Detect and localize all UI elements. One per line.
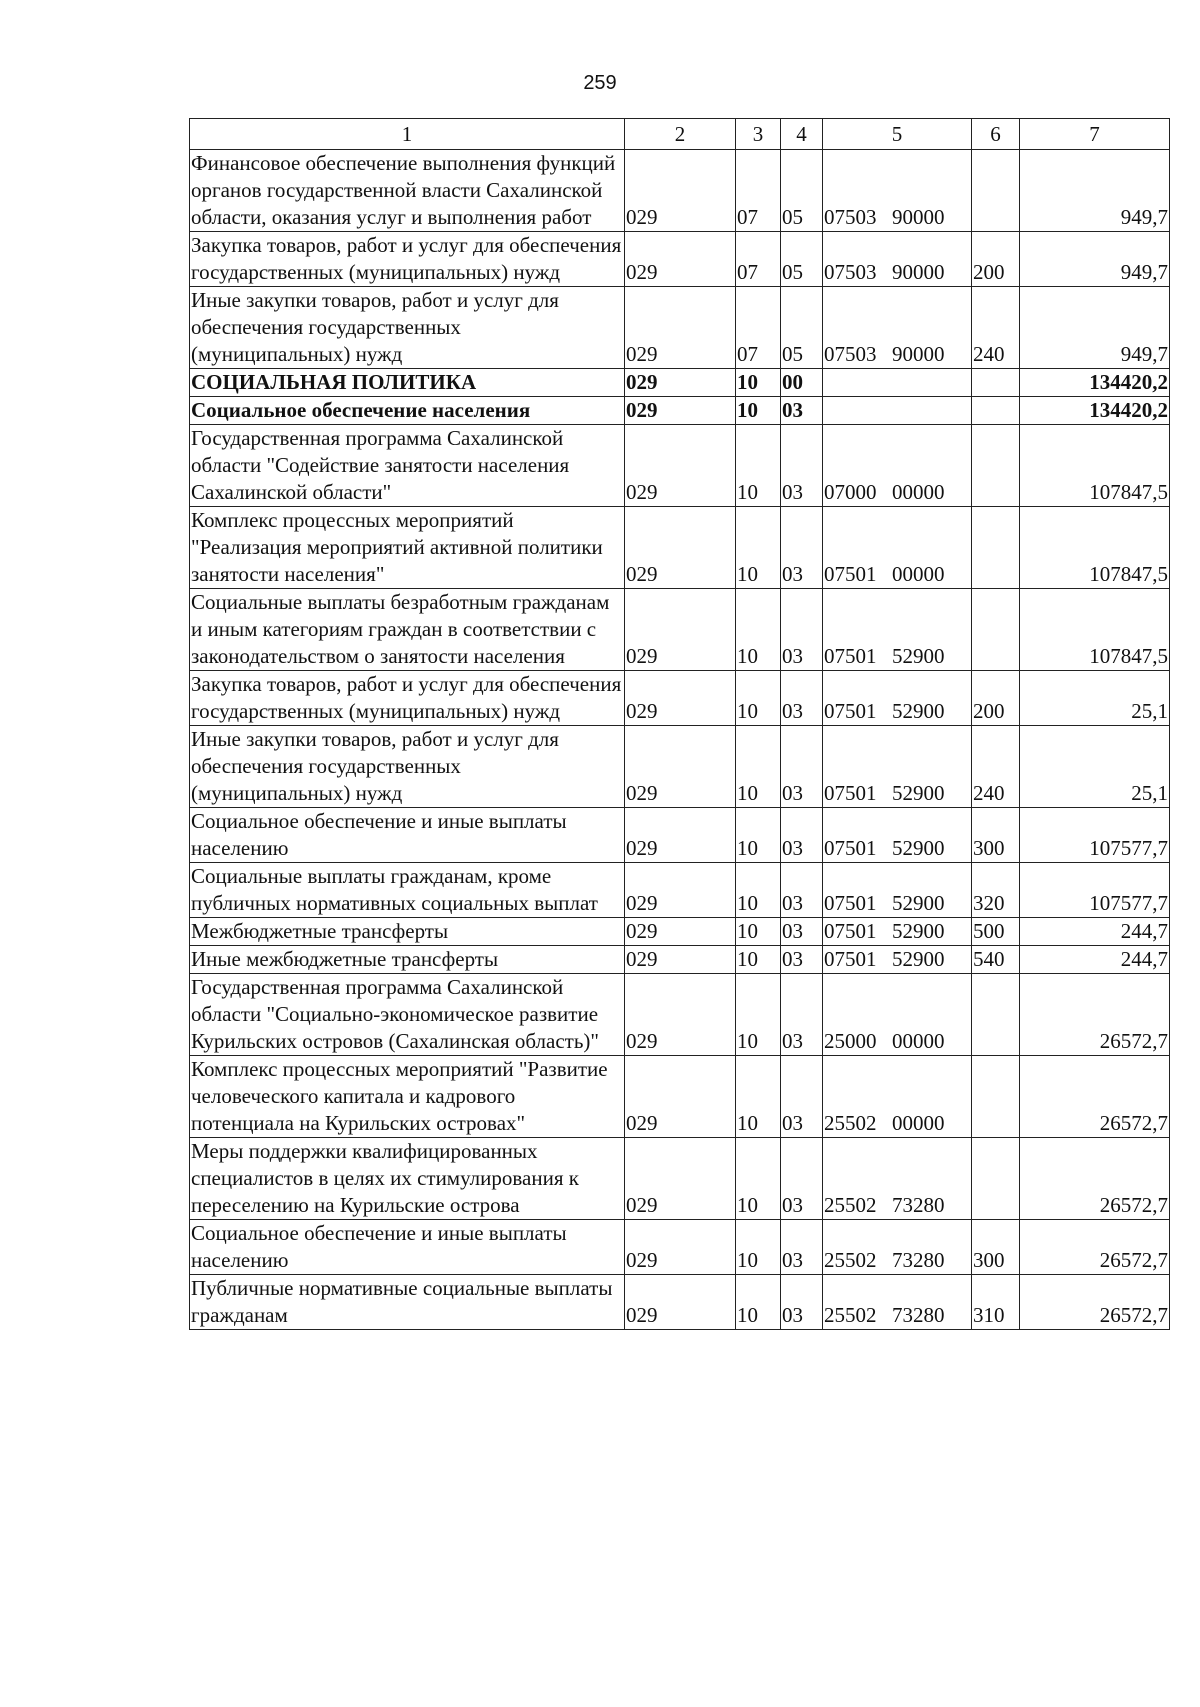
row-expense-type: 240 — [972, 726, 1020, 808]
table-row — [190, 287, 1170, 369]
row-subsection-code: 03 — [781, 726, 823, 808]
row-name: Комплекс процессных мероприятий "Развитие человеческого капитала и кадрового потенциала на Курильских островах" — [190, 1056, 625, 1138]
row-name: Социальные выплаты безработным гражданам и иным категориям граждан в соответствии с законодательством о занятости населения — [190, 589, 625, 671]
row-amount: 25,1 — [1020, 726, 1170, 808]
row-name: Комплекс процессных мероприятий "Реализация мероприятий активной политики занятости населения" — [190, 507, 625, 589]
table-row — [190, 150, 1170, 232]
row-name: Иные закупки товаров, работ и услуг для обеспечения государственных (муниципальных) нужд — [190, 726, 625, 808]
row-subsection-code: 00 — [781, 369, 823, 397]
row-target-article — [823, 150, 972, 232]
row-expense-type — [972, 589, 1020, 671]
target-article-part2: 52900 — [892, 919, 945, 943]
target-article-part1: 07501 — [824, 836, 877, 860]
row-target-article — [823, 369, 972, 397]
table-row — [190, 974, 1170, 1056]
row-target-article — [823, 1056, 972, 1138]
row-expense-type — [972, 1138, 1020, 1220]
target-article-part2: 73280 — [892, 1248, 945, 1272]
row-ved-code: 029 — [625, 946, 736, 974]
row-subsection-code: 03 — [781, 863, 823, 918]
row-name: Государственная программа Сахалинской области "Социально-экономическое развитие Курильских островов (Сахалинская область)" — [190, 974, 625, 1056]
row-target-article — [823, 808, 972, 863]
row-expense-type: 300 — [972, 808, 1020, 863]
row-section-code: 07 — [736, 232, 781, 287]
row-expense-type: 300 — [972, 1220, 1020, 1275]
row-section-code: 07 — [736, 150, 781, 232]
row-target-article — [823, 1275, 972, 1330]
row-amount: 949,7 — [1020, 287, 1170, 369]
row-amount: 134420,2 — [1020, 369, 1170, 397]
row-name: Финансовое обеспечение выполнения функций органов государственной власти Сахалинской области, оказания услуг и выполнения работ — [190, 150, 625, 232]
row-name: Государственная программа Сахалинской области "Содействие занятости населения Сахалинской области" — [190, 425, 625, 507]
row-ved-code: 029 — [625, 150, 736, 232]
target-article-part2: 00000 — [892, 1111, 945, 1135]
row-ved-code: 029 — [625, 974, 736, 1056]
row-target-article — [823, 946, 972, 974]
row-section-code: 10 — [736, 974, 781, 1056]
table-row — [190, 671, 1170, 726]
row-subsection-code: 03 — [781, 397, 823, 425]
target-article-part2: 00000 — [892, 562, 945, 586]
row-subsection-code: 03 — [781, 1275, 823, 1330]
row-expense-type — [972, 1056, 1020, 1138]
row-ved-code: 029 — [625, 918, 736, 946]
table-row — [190, 918, 1170, 946]
table-row — [190, 397, 1170, 425]
target-article-part2: 73280 — [892, 1193, 945, 1217]
target-article-part2: 00000 — [892, 1029, 945, 1053]
row-section-code: 10 — [736, 1138, 781, 1220]
table-row — [190, 1220, 1170, 1275]
table-row — [190, 232, 1170, 287]
row-target-article — [823, 425, 972, 507]
row-expense-type: 540 — [972, 946, 1020, 974]
row-section-code: 10 — [736, 726, 781, 808]
row-amount: 107847,5 — [1020, 425, 1170, 507]
target-article-part2: 52900 — [892, 781, 945, 805]
row-expense-type — [972, 397, 1020, 425]
target-article-part1: 07501 — [824, 644, 877, 668]
row-ved-code: 029 — [625, 808, 736, 863]
row-ved-code: 029 — [625, 863, 736, 918]
header-cell: 7 — [1020, 119, 1170, 150]
row-ved-code: 029 — [625, 425, 736, 507]
table-row — [190, 946, 1170, 974]
row-expense-type — [972, 507, 1020, 589]
target-article-part1: 25502 — [824, 1111, 877, 1135]
row-ved-code: 029 — [625, 1056, 736, 1138]
row-subsection-code: 03 — [781, 946, 823, 974]
header-cell: 3 — [736, 119, 781, 150]
target-article-part2: 90000 — [892, 342, 945, 366]
row-amount: 244,7 — [1020, 918, 1170, 946]
row-ved-code: 029 — [625, 369, 736, 397]
header-cell: 4 — [781, 119, 823, 150]
target-article-part2: 00000 — [892, 480, 945, 504]
row-target-article — [823, 287, 972, 369]
row-target-article — [823, 589, 972, 671]
table-row — [190, 507, 1170, 589]
row-section-code: 10 — [736, 425, 781, 507]
header-cell: 2 — [625, 119, 736, 150]
target-article-part1: 07000 — [824, 480, 877, 504]
row-target-article — [823, 1138, 972, 1220]
table-row — [190, 808, 1170, 863]
row-section-code: 10 — [736, 946, 781, 974]
row-name: Иные межбюджетные трансферты — [190, 946, 625, 974]
row-expense-type: 500 — [972, 918, 1020, 946]
row-ved-code: 029 — [625, 589, 736, 671]
row-amount: 107577,7 — [1020, 808, 1170, 863]
row-target-article — [823, 863, 972, 918]
target-article-part2: 52900 — [892, 699, 945, 723]
row-section-code: 10 — [736, 1220, 781, 1275]
table-body — [190, 150, 1170, 1330]
row-expense-type: 240 — [972, 287, 1020, 369]
target-article-part1: 07503 — [824, 260, 877, 284]
row-section-code: 10 — [736, 589, 781, 671]
row-ved-code: 029 — [625, 1138, 736, 1220]
row-subsection-code: 03 — [781, 671, 823, 726]
row-target-article — [823, 671, 972, 726]
row-section-code: 10 — [736, 1275, 781, 1330]
row-target-article — [823, 726, 972, 808]
row-expense-type: 320 — [972, 863, 1020, 918]
target-article-part2: 52900 — [892, 644, 945, 668]
row-section-code: 10 — [736, 397, 781, 425]
row-name: Закупка товаров, работ и услуг для обеспечения государственных (муниципальных) нужд — [190, 671, 625, 726]
row-ved-code: 029 — [625, 671, 736, 726]
table-row — [190, 425, 1170, 507]
row-ved-code: 029 — [625, 1275, 736, 1330]
row-amount: 107847,5 — [1020, 589, 1170, 671]
row-amount: 949,7 — [1020, 232, 1170, 287]
row-section-code: 10 — [736, 1056, 781, 1138]
row-target-article — [823, 232, 972, 287]
row-amount: 26572,7 — [1020, 1138, 1170, 1220]
row-subsection-code: 03 — [781, 974, 823, 1056]
row-subsection-code: 05 — [781, 150, 823, 232]
header-row — [190, 119, 1170, 150]
row-subsection-code: 03 — [781, 589, 823, 671]
target-article-part2: 52900 — [892, 836, 945, 860]
row-subsection-code: 03 — [781, 425, 823, 507]
target-article-part1: 07501 — [824, 699, 877, 723]
header-cell: 5 — [823, 119, 972, 150]
target-article-part1: 25000 — [824, 1029, 877, 1053]
row-section-code: 10 — [736, 507, 781, 589]
row-ved-code: 029 — [625, 397, 736, 425]
row-name: Закупка товаров, работ и услуг для обеспечения государственных (муниципальных) нужд — [190, 232, 625, 287]
row-subsection-code: 03 — [781, 808, 823, 863]
table-row — [190, 1138, 1170, 1220]
row-amount: 26572,7 — [1020, 1220, 1170, 1275]
target-article-part1: 25502 — [824, 1303, 877, 1327]
row-amount: 26572,7 — [1020, 1275, 1170, 1330]
row-name: Иные закупки товаров, работ и услуг для обеспечения государственных (муниципальных) нужд — [190, 287, 625, 369]
row-amount: 134420,2 — [1020, 397, 1170, 425]
row-amount: 26572,7 — [1020, 1056, 1170, 1138]
row-expense-type: 200 — [972, 671, 1020, 726]
row-name: Социальное обеспечение населения — [190, 397, 625, 425]
target-article-part1: 07501 — [824, 562, 877, 586]
row-subsection-code: 05 — [781, 232, 823, 287]
target-article-part1: 07503 — [824, 342, 877, 366]
row-amount: 25,1 — [1020, 671, 1170, 726]
row-ved-code: 029 — [625, 507, 736, 589]
row-target-article — [823, 397, 972, 425]
row-amount: 107847,5 — [1020, 507, 1170, 589]
header-cell: 1 — [190, 119, 625, 150]
row-subsection-code: 03 — [781, 1220, 823, 1275]
target-article-part1: 07501 — [824, 947, 877, 971]
row-target-article — [823, 974, 972, 1056]
row-ved-code: 029 — [625, 726, 736, 808]
target-article-part2: 52900 — [892, 891, 945, 915]
row-target-article — [823, 1220, 972, 1275]
row-name: Социальное обеспечение и иные выплаты населению — [190, 808, 625, 863]
row-subsection-code: 03 — [781, 918, 823, 946]
row-name: Публичные нормативные социальные выплаты гражданам — [190, 1275, 625, 1330]
table-row — [190, 369, 1170, 397]
page-number: 259 — [583, 72, 617, 94]
target-article-part2: 52900 — [892, 947, 945, 971]
row-expense-type — [972, 150, 1020, 232]
row-ved-code: 029 — [625, 232, 736, 287]
row-subsection-code: 03 — [781, 1056, 823, 1138]
target-article-part2: 73280 — [892, 1303, 945, 1327]
row-expense-type: 310 — [972, 1275, 1020, 1330]
row-amount: 244,7 — [1020, 946, 1170, 974]
target-article-part1: 07501 — [824, 781, 877, 805]
row-subsection-code: 03 — [781, 507, 823, 589]
table-row — [190, 863, 1170, 918]
row-target-article — [823, 507, 972, 589]
row-expense-type — [972, 425, 1020, 507]
row-section-code: 10 — [736, 808, 781, 863]
target-article-part2: 90000 — [892, 205, 945, 229]
target-article-part2: 90000 — [892, 260, 945, 284]
row-ved-code: 029 — [625, 287, 736, 369]
row-name: Социальные выплаты гражданам, кроме публичных нормативных социальных выплат — [190, 863, 625, 918]
table-row — [190, 1056, 1170, 1138]
target-article-part1: 25502 — [824, 1248, 877, 1272]
target-article-part1: 07501 — [824, 919, 877, 943]
table-row — [190, 1275, 1170, 1330]
row-section-code: 10 — [736, 369, 781, 397]
row-amount: 26572,7 — [1020, 974, 1170, 1056]
table-row — [190, 726, 1170, 808]
row-amount: 949,7 — [1020, 150, 1170, 232]
row-target-article — [823, 918, 972, 946]
target-article-part1: 25502 — [824, 1193, 877, 1217]
row-amount: 107577,7 — [1020, 863, 1170, 918]
row-section-code: 10 — [736, 918, 781, 946]
row-ved-code: 029 — [625, 1220, 736, 1275]
row-section-code: 10 — [736, 863, 781, 918]
row-expense-type — [972, 369, 1020, 397]
row-name: Межбюджетные трансферты — [190, 918, 625, 946]
row-name: СОЦИАЛЬНАЯ ПОЛИТИКА — [190, 369, 625, 397]
table-row — [190, 589, 1170, 671]
row-subsection-code: 03 — [781, 1138, 823, 1220]
row-subsection-code: 05 — [781, 287, 823, 369]
row-name: Социальное обеспечение и иные выплаты населению — [190, 1220, 625, 1275]
row-expense-type — [972, 974, 1020, 1056]
row-expense-type: 200 — [972, 232, 1020, 287]
row-section-code: 07 — [736, 287, 781, 369]
target-article-part1: 07503 — [824, 205, 877, 229]
row-name: Меры поддержки квалифицированных специалистов в целях их стимулирования к переселению на Курильские острова — [190, 1138, 625, 1220]
target-article-part1: 07501 — [824, 891, 877, 915]
row-section-code: 10 — [736, 671, 781, 726]
budget-table — [189, 118, 1170, 1330]
header-cell: 6 — [972, 119, 1020, 150]
